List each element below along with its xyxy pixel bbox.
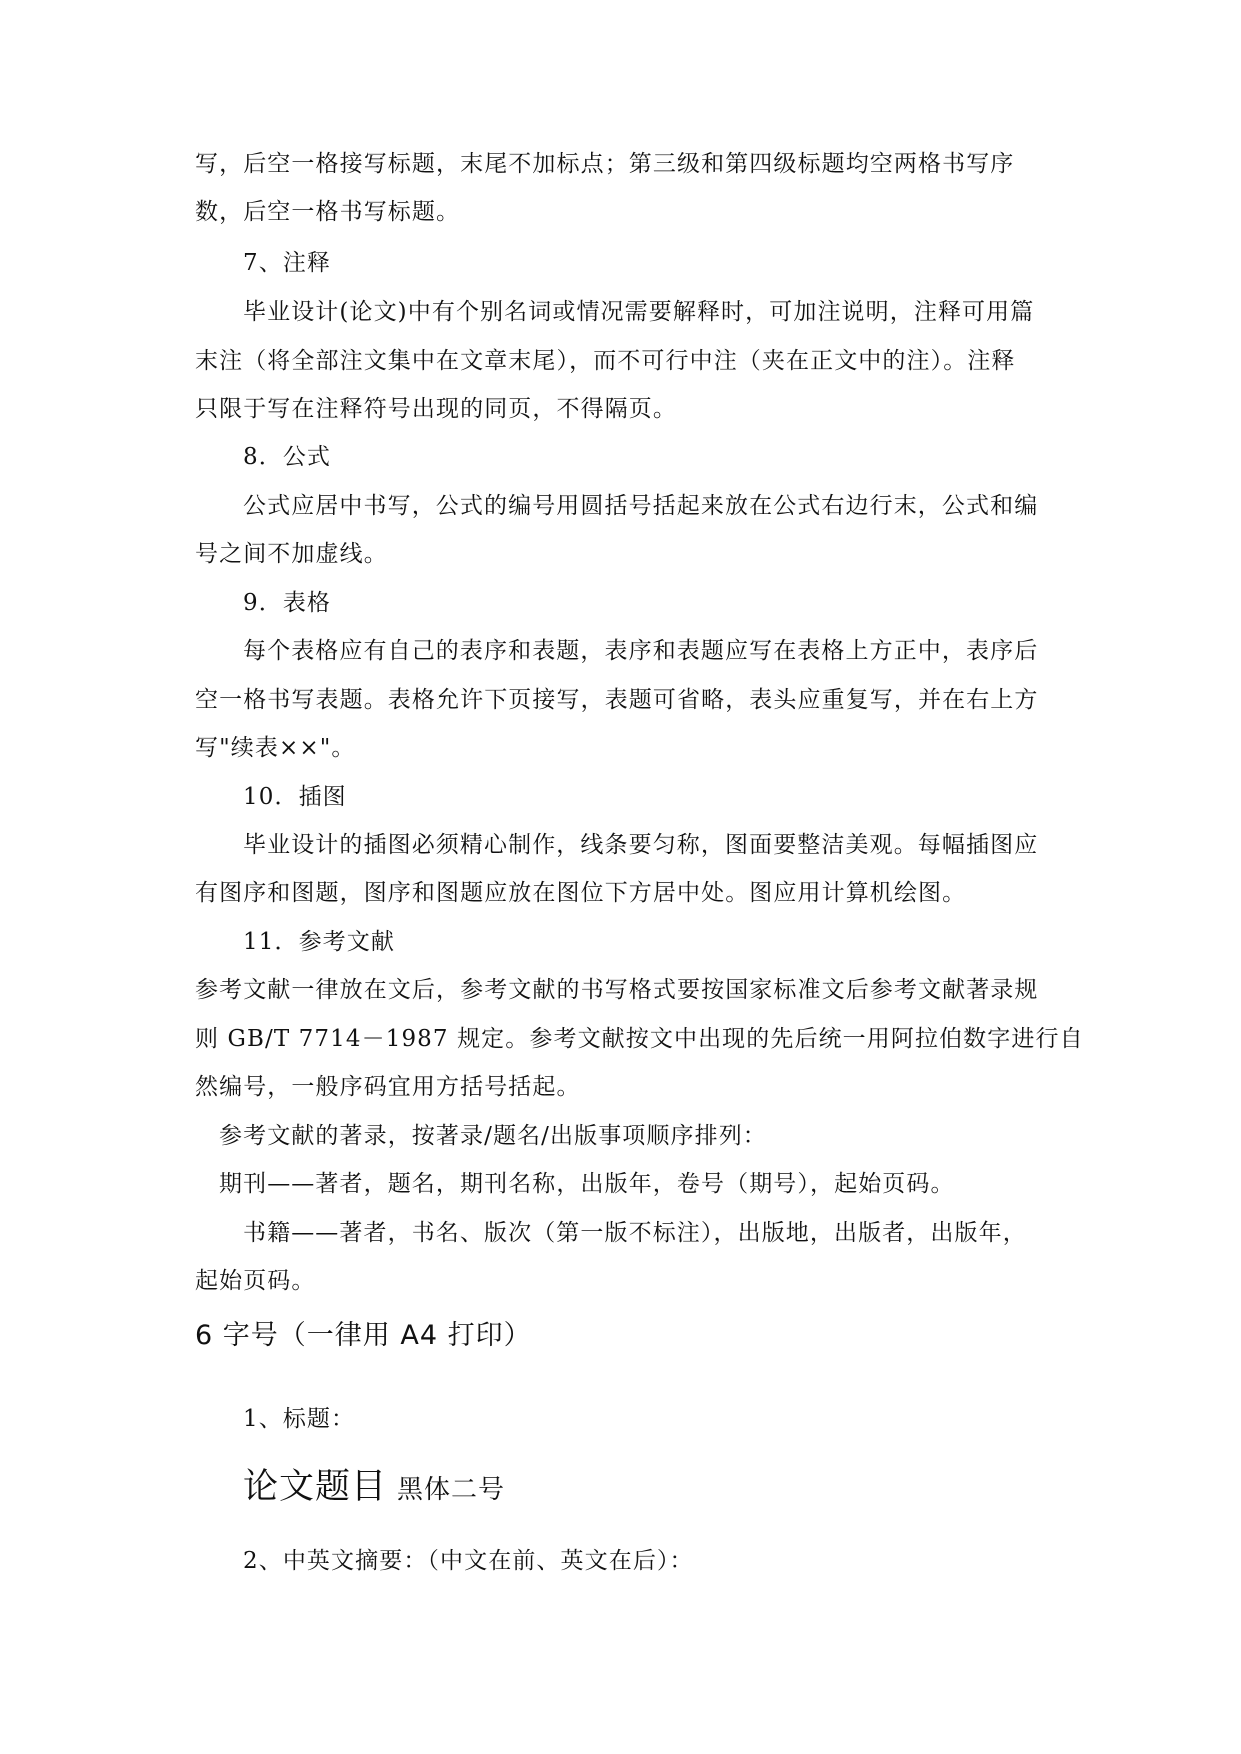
text-line: 期刊——著者，题名，期刊名称，出版年，卷号（期号），起始页码。 <box>219 1171 955 1197</box>
text-line: 然编号，一般序码宜用方括号括起。 <box>195 1074 581 1100</box>
text-line: 起始页码。 <box>195 1268 316 1294</box>
text-line: 有图序和图题，图序和图题应放在图位下方居中处。图应用计算机绘图。 <box>195 880 967 906</box>
text-line: 参考文献的著录，按著录/题名/出版事项顺序排列： <box>219 1123 767 1149</box>
text-line: 数，后空一格书写标题。 <box>195 199 461 225</box>
text-line: 书籍——著者，书名、版次（第一版不标注），出版地，出版者，出版年， <box>243 1220 1027 1246</box>
section-heading-6: 6 字号（一律用 A4 打印） <box>195 1320 532 1351</box>
section-heading-8: 8．公式 <box>243 444 332 470</box>
text-line: 末注（将全部注文集中在文章末尾），而不可行中注（夹在正文中的注）。注释 <box>195 348 1016 374</box>
section-heading-9: 9．表格 <box>243 590 332 616</box>
list-item-2: 2、中英文摘要：（中文在前、英文在后）： <box>243 1548 694 1574</box>
text-line: 写"续表××"。 <box>195 735 356 761</box>
text-line: 只限于写在注释符号出现的同页，不得隔页。 <box>195 396 677 422</box>
text-line: 参考文献一律放在文后，参考文献的书写格式要按国家标准文后参考文献著录规 <box>195 977 1039 1003</box>
section-heading-7: 7、注释 <box>243 250 332 276</box>
thesis-title-note: 黑体二号 <box>397 1475 506 1505</box>
text-line: 毕业设计的插图必须精心制作，线条要匀称，图面要整洁美观。每幅插图应 <box>243 832 1039 858</box>
text-line: 号之间不加虚线。 <box>195 541 388 567</box>
text-line: 写，后空一格接写标题，末尾不加标点；第三级和第四级标题均空两格书写序 <box>195 151 1015 177</box>
text-line: 则 GB/T 7714－1987 规定。参考文献按文中出现的先后统一用阿拉伯数字进行自 <box>195 1026 1084 1052</box>
section-heading-10: 10．插图 <box>243 784 347 810</box>
text-line: 每个表格应有自己的表序和表题，表序和表题应写在表格上方正中，表序后 <box>243 638 1039 664</box>
text-line: 空一格书写表题。表格允许下页接写，表题可省略，表头应重复写，并在右上方 <box>195 687 1039 713</box>
text-line: 公式应居中书写，公式的编号用圆括号括起来放在公式右边行末，公式和编 <box>243 493 1039 519</box>
list-item-1: 1、标题： <box>243 1406 356 1432</box>
section-heading-11: 11．参考文献 <box>243 929 395 955</box>
thesis-title-example <box>243 1467 506 1507</box>
thesis-title-text: 论文题目 <box>243 1467 388 1507</box>
text-line: 毕业设计(论文)中有个别名词或情况需要解释时，可加注说明，注释可用篇 <box>243 299 1035 325</box>
